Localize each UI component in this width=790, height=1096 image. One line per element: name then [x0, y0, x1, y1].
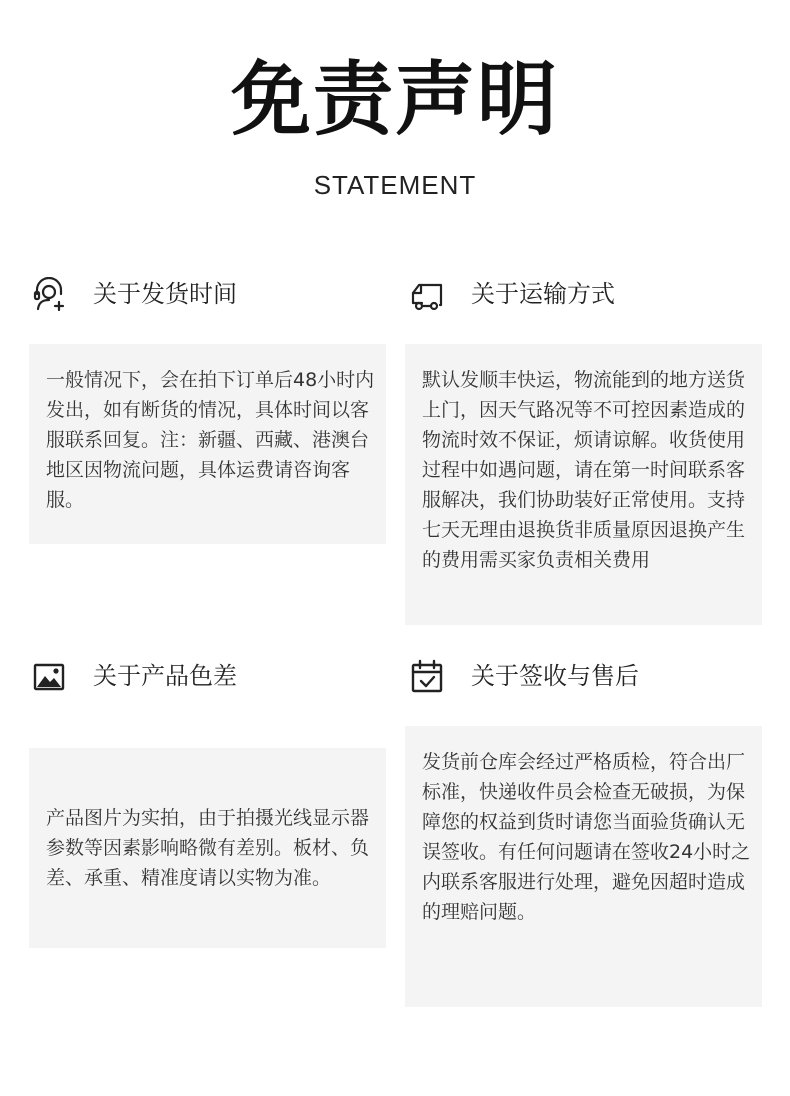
section-aftersales-text: 发货前仓库会经过严格质检，符合出厂标准，快递收件员会检查无破损，为保障您的权益到货时请您当面验货确认无误签收。有任何问题请在签收24小时之内联系客服进行处理，避免因超时造成的理赔问题。 [422, 751, 751, 923]
section-shipping-time-text: 一般情况下，会在拍下订单后48小时内发出，如有断货的情况，具体时间以客服联系回复。注：新疆、西藏、港澳台地区因物流问题，具体运费请咨询客服。 [46, 369, 375, 511]
section-transport-heading [410, 274, 615, 314]
page-title: 免责声明 [231, 53, 559, 146]
calendar-check-icon [410, 659, 444, 693]
section-color-text: 产品图片为实拍，由于拍摄光线显示器参数等因素影响略微有差别。板材、负差、承重、精准度请以实物为准。 [46, 807, 370, 889]
section-transport-title: 关于运输方式 [471, 280, 615, 308]
section-color-heading [32, 656, 237, 696]
truck-icon [410, 277, 444, 311]
section-shipping-time-title: 关于发货时间 [93, 280, 237, 308]
section-color-box [29, 748, 386, 948]
section-aftersales-box [405, 726, 762, 1007]
section-transport-text: 默认发顺丰快运，物流能到的地方送货上门，因天气路况等不可控因素造成的物流时效不保证，烦请谅解。收货使用过程中如遇问题，请在第一时间联系客服解决，我们协助装好正常使用。支持七天无理由退换货非质量原因退换产生的费用需买家负责相关费用 [422, 369, 746, 571]
page-subtitle: STATEMENT [313, 170, 477, 200]
customer-service-icon [32, 277, 66, 311]
section-color-title: 关于产品色差 [93, 662, 237, 690]
section-shipping-time-box [29, 344, 386, 544]
image-icon [32, 659, 66, 693]
section-transport-box [405, 344, 762, 625]
section-shipping-time-heading [32, 274, 237, 314]
section-aftersales-heading [410, 656, 639, 696]
section-aftersales-title: 关于签收与售后 [471, 662, 639, 690]
